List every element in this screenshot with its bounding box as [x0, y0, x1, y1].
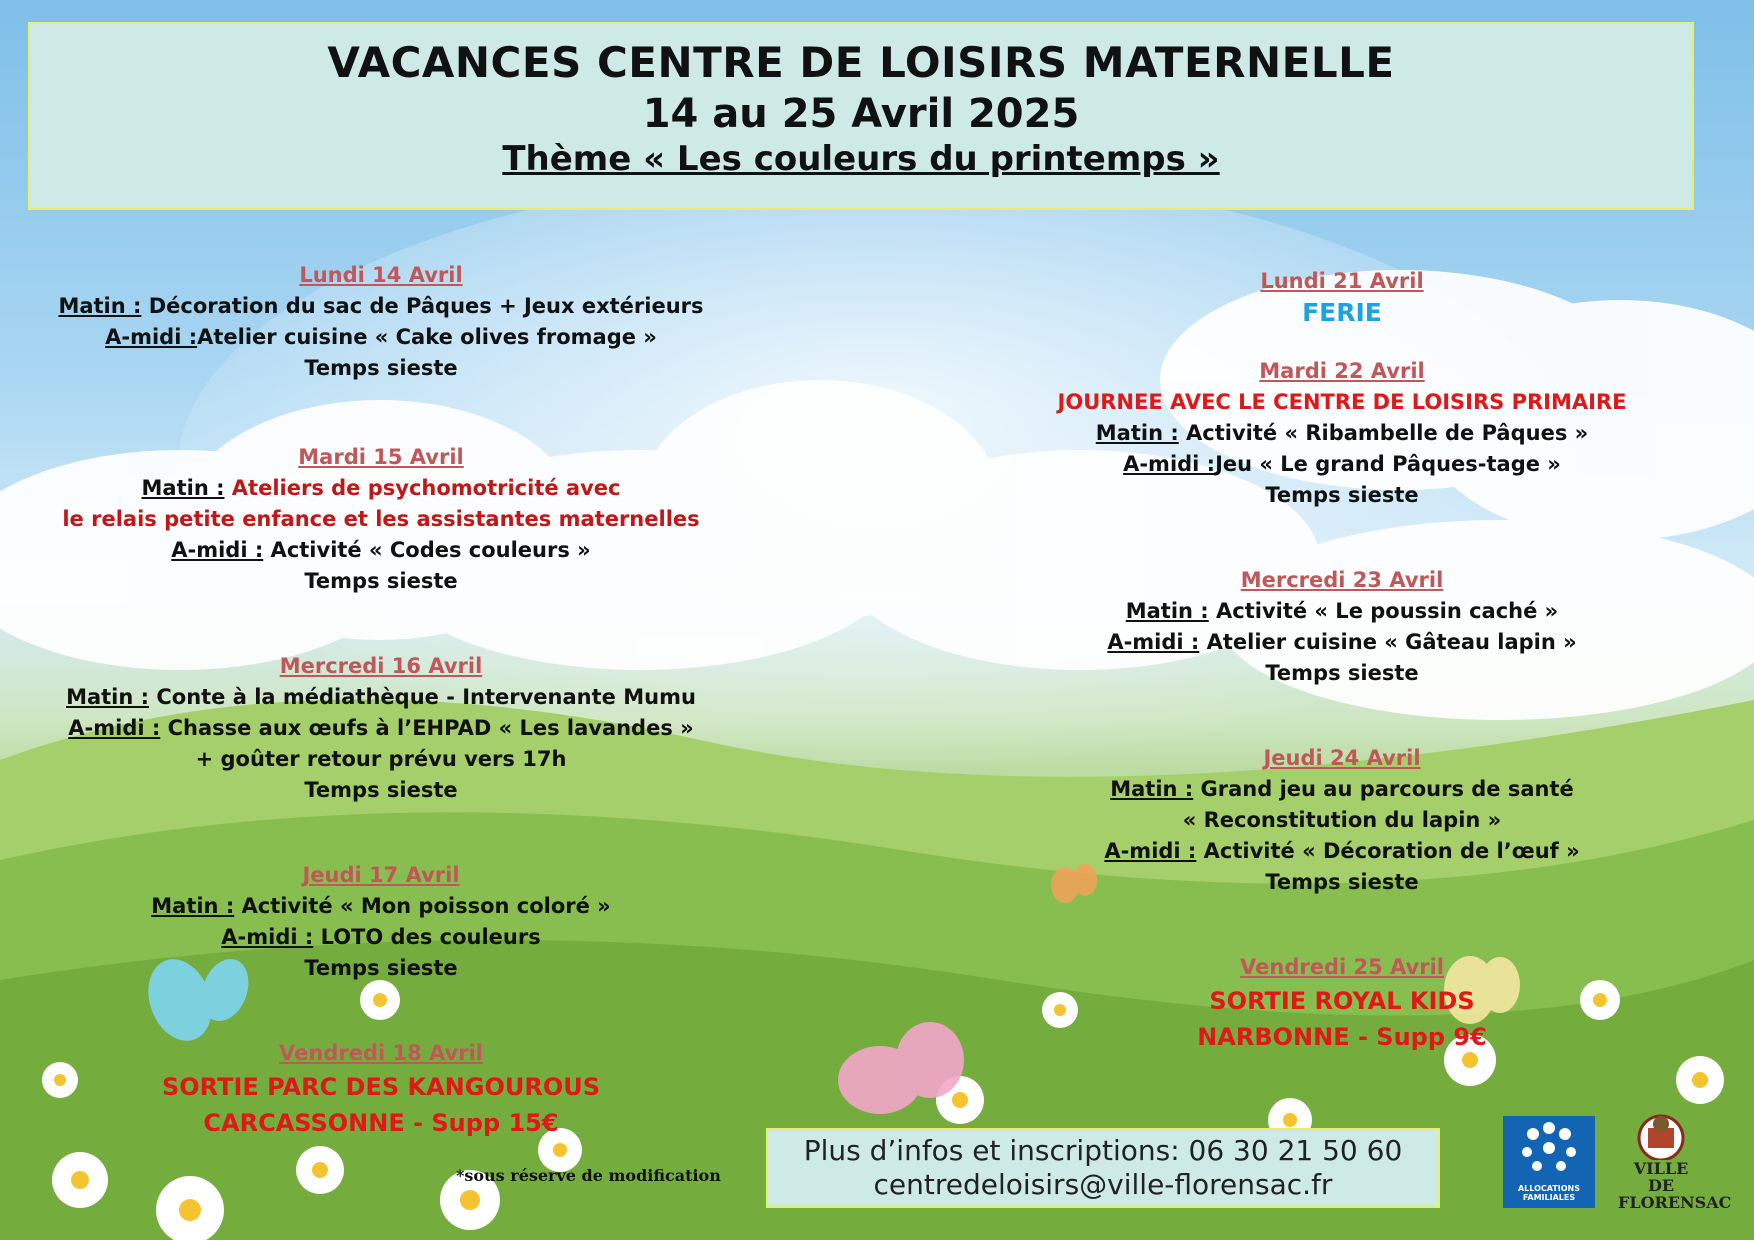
header-banner — [28, 22, 1694, 210]
contact-box — [766, 1128, 1440, 1208]
amidi-label: A-midi : — [1104, 839, 1197, 863]
morning-line — [1040, 418, 1644, 449]
amidi-label: A-midi : — [1123, 452, 1216, 476]
week1-column — [40, 260, 722, 1141]
matin-label: Matin : — [58, 294, 142, 318]
day-jeudi-24 — [1040, 743, 1644, 898]
day-title: Vendredi 18 Avril — [279, 1041, 483, 1065]
matin-label: Matin : — [151, 894, 235, 918]
day-mercredi-23 — [1040, 565, 1644, 689]
matin-activity-continued: « Reconstitution du lapin » — [1182, 808, 1502, 832]
morning-line — [40, 291, 722, 322]
matin-label: Matin : — [66, 685, 150, 709]
ville-florensac-logo — [1618, 1110, 1732, 1212]
outing-line-1: SORTIE ROYAL KIDS — [1209, 987, 1475, 1015]
page-title: VACANCES CENTRE DE LOISIRS MATERNELLE — [327, 38, 1395, 87]
special-day-label: JOURNEE AVEC LE CENTRE DE LOISIRS PRIMAIRE — [1057, 390, 1627, 414]
ville-logo-line1: VILLE DE — [1633, 1159, 1689, 1195]
disclaimer-note: *sous réserve de modification — [456, 1166, 721, 1185]
outing-line-2: NARBONNE - Supp 9€ — [1197, 1023, 1487, 1051]
nap-time: Temps sieste — [1265, 483, 1419, 507]
amidi-label: A-midi : — [171, 538, 264, 562]
morning-line — [40, 473, 722, 504]
day-title: Jeudi 24 Avril — [1263, 746, 1421, 770]
nap-time: Temps sieste — [1265, 661, 1419, 685]
ville-logo-line2: FLORENSAC — [1618, 1193, 1732, 1212]
matin-activity: Activité « Mon poisson coloré » — [234, 894, 611, 918]
matin-label: Matin : — [1110, 777, 1194, 801]
amidi-activity-continued: + goûter retour prévu vers 17h — [195, 747, 567, 771]
amidi-activity: Chasse aux œufs à l’EHPAD « Les lavandes » — [160, 716, 694, 740]
date-range: 14 au 25 Avril 2025 — [642, 91, 1080, 137]
afternoon-line — [1040, 836, 1644, 867]
family-figures-icon — [1503, 1116, 1595, 1186]
contact-phone-line: Plus d’infos et inscriptions: 06 30 21 50 60 — [803, 1134, 1403, 1167]
day-jeudi-17 — [40, 860, 722, 984]
day-title: Vendredi 25 Avril — [1240, 955, 1444, 979]
day-mardi-15 — [40, 442, 722, 597]
nap-time: Temps sieste — [304, 356, 458, 380]
amidi-label: A-midi : — [221, 925, 314, 949]
amidi-label: A-midi : — [68, 716, 161, 740]
day-title: Mardi 22 Avril — [1259, 359, 1425, 383]
afternoon-line — [1040, 449, 1644, 480]
day-title: Mercredi 23 Avril — [1240, 568, 1444, 592]
town-crest-icon — [1618, 1110, 1704, 1160]
day-lundi-21 — [1040, 266, 1644, 328]
matin-activity: Décoration du sac de Pâques + Jeux extérieurs — [141, 294, 704, 318]
day-vendredi-18 — [40, 1038, 722, 1141]
amidi-label: A-midi : — [1107, 630, 1200, 654]
caf-logo — [1503, 1116, 1595, 1208]
matin-activity: Grand jeu au parcours de santé — [1193, 777, 1574, 801]
matin-label: Matin : — [141, 476, 225, 500]
matin-activity: Activité « Ribambelle de Pâques » — [1178, 421, 1589, 445]
afternoon-line — [40, 322, 722, 353]
contact-email[interactable]: centredeloisirs@ville-florensac.fr — [873, 1168, 1333, 1201]
afternoon-line — [1040, 627, 1644, 658]
day-mardi-22 — [1040, 356, 1644, 511]
amidi-activity: Activité « Décoration de l’œuf » — [1196, 839, 1580, 863]
morning-line — [1040, 596, 1644, 627]
afternoon-line — [40, 535, 722, 566]
amidi-label: A-midi : — [105, 325, 198, 349]
day-title: Lundi 21 Avril — [1260, 269, 1424, 293]
matin-activity: Ateliers de psychomotricité avec — [224, 476, 621, 500]
matin-label: Matin : — [1095, 421, 1179, 445]
matin-activity-continued: le relais petite enfance et les assistantes maternelles — [62, 507, 700, 531]
day-lundi-14 — [40, 260, 722, 384]
outing-line-2: CARCASSONNE - Supp 15€ — [203, 1109, 559, 1137]
amidi-activity: Atelier cuisine « Gâteau lapin » — [1199, 630, 1577, 654]
week2-column — [1040, 266, 1644, 1055]
outing-line-1: SORTIE PARC DES KANGOUROUS — [161, 1073, 600, 1101]
morning-line — [40, 682, 722, 713]
day-title: Lundi 14 Avril — [299, 263, 463, 287]
day-vendredi-25 — [1040, 952, 1644, 1055]
day-title: Mardi 15 Avril — [298, 445, 464, 469]
ville-logo-text — [1618, 1159, 1732, 1212]
matin-activity: Activité « Le poussin caché » — [1208, 599, 1559, 623]
afternoon-line — [40, 713, 722, 744]
nap-time: Temps sieste — [1265, 870, 1419, 894]
amidi-activity: Activité « Codes couleurs » — [263, 538, 591, 562]
nap-time: Temps sieste — [304, 778, 458, 802]
amidi-activity: Jeu « Le grand Pâques-tage » — [1215, 452, 1561, 476]
morning-line — [1040, 774, 1644, 805]
holiday-label: FERIE — [1302, 298, 1382, 327]
afternoon-line — [40, 922, 722, 953]
matin-activity: Conte à la médiathèque - Intervenante Mumu — [149, 685, 696, 709]
amidi-activity: LOTO des couleurs — [313, 925, 541, 949]
amidi-activity: Atelier cuisine « Cake olives fromage » — [197, 325, 657, 349]
theme-title: Thème « Les couleurs du printemps » — [502, 139, 1220, 179]
caf-logo-text: ALLOCATIONS FAMILIALES — [1517, 1184, 1581, 1202]
nap-time: Temps sieste — [304, 956, 458, 980]
morning-line — [40, 891, 722, 922]
day-title: Mercredi 16 Avril — [279, 654, 483, 678]
matin-label: Matin : — [1125, 599, 1209, 623]
nap-time: Temps sieste — [304, 569, 458, 593]
day-mercredi-16 — [40, 651, 722, 806]
day-title: Jeudi 17 Avril — [302, 863, 460, 887]
